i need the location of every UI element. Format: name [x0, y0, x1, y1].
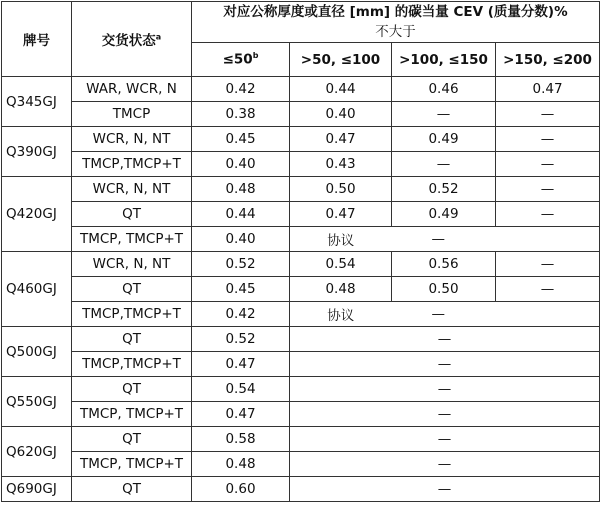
table-row	[2, 327, 600, 352]
grade-cell: Q690GJ	[2, 477, 72, 502]
grade-cell: Q420GJ	[2, 177, 72, 252]
grade-cell: Q345GJ	[2, 77, 72, 127]
delivery-state-cell: QT	[72, 327, 192, 352]
table-row	[2, 302, 600, 327]
cev-value-cell: 0.42	[192, 77, 290, 102]
table-row	[2, 352, 600, 377]
cev-subtitle: 不大于	[375, 24, 416, 40]
delivery-state-cell: TMCP, TMCP+T	[72, 402, 192, 427]
table-row	[2, 202, 600, 227]
dash-cell: —	[290, 352, 600, 377]
cev-value-cell: 0.56	[392, 252, 496, 277]
dash-cell: —	[290, 402, 600, 427]
dash-cell: —	[290, 327, 600, 352]
delivery-state-cell: TMCP,TMCP+T	[72, 352, 192, 377]
cev-value-cell: 0.48	[192, 177, 290, 202]
delivery-state-cell: TMCP,TMCP+T	[72, 302, 192, 327]
table-row	[2, 152, 600, 177]
cev-value-cell: 0.47	[496, 77, 600, 102]
cev-value-cell: 0.42	[192, 302, 290, 327]
negotiation-cell: 协议	[290, 227, 392, 252]
header-thickness-2: >50, ≤100	[290, 43, 392, 77]
dash-cell: —	[290, 477, 600, 502]
delivery-state-cell: QT	[72, 377, 192, 402]
cev-value-cell: 0.47	[290, 127, 392, 152]
cev-value-cell: 0.47	[192, 402, 290, 427]
cev-value-cell: 0.47	[290, 202, 392, 227]
header-thickness-3: >100, ≤150	[392, 43, 496, 77]
header-grade: 牌号	[2, 2, 72, 77]
table-row	[2, 377, 600, 402]
cev-value-cell: —	[496, 102, 600, 127]
delivery-state-cell: WCR, N, NT	[72, 177, 192, 202]
delivery-state-cell: QT	[72, 277, 192, 302]
cev-value-cell: —	[496, 202, 600, 227]
delivery-state-cell: QT	[72, 477, 192, 502]
cev-value-cell: 0.40	[290, 102, 392, 127]
cev-value-cell: —	[392, 152, 496, 177]
delivery-state-cell: WCR, N, NT	[72, 252, 192, 277]
delivery-state-cell: TMCP, TMCP+T	[72, 227, 192, 252]
cev-value-cell: —	[496, 277, 600, 302]
header-delivery-state: 交货状态$^a$	[72, 2, 192, 77]
cev-value-cell: 0.49	[392, 127, 496, 152]
cev-value-cell: 0.52	[192, 252, 290, 277]
cev-table	[1, 1, 600, 502]
delivery-state-cell: QT	[72, 202, 192, 227]
delivery-state-cell: WAR, WCR, N	[72, 77, 192, 102]
cev-value-cell: 0.48	[290, 277, 392, 302]
cev-value-cell: —	[496, 152, 600, 177]
dash-cell: —	[290, 377, 600, 402]
cev-value-cell: 0.54	[290, 252, 392, 277]
cev-value-cell: 0.50	[290, 177, 392, 202]
dash-cell: —	[392, 302, 600, 327]
table-row	[2, 177, 600, 202]
cev-value-cell: 0.44	[192, 202, 290, 227]
table-row	[2, 227, 600, 252]
cev-title: 对应公称厚度或直径 [mm] 的碳当量 CEV (质量分数)%	[223, 4, 568, 20]
cev-value-cell: —	[496, 127, 600, 152]
delivery-state-cell: TMCP,TMCP+T	[72, 152, 192, 177]
table-row	[2, 102, 600, 127]
table-row	[2, 452, 600, 477]
cev-value-cell: 0.45	[192, 277, 290, 302]
cev-value-cell: 0.60	[192, 477, 290, 502]
cev-value-cell: 0.54	[192, 377, 290, 402]
delivery-state-cell: TMCP	[72, 102, 192, 127]
cev-value-cell: 0.46	[392, 77, 496, 102]
cev-value-cell: 0.48	[192, 452, 290, 477]
cev-value-cell: 0.40	[192, 227, 290, 252]
cev-value-cell: 0.45	[192, 127, 290, 152]
negotiation-cell: 协议	[290, 302, 392, 327]
cev-value-cell: 0.43	[290, 152, 392, 177]
cev-value-cell: 0.58	[192, 427, 290, 452]
delivery-state-cell: QT	[72, 427, 192, 452]
delivery-state-cell: TMCP, TMCP+T	[72, 452, 192, 477]
cev-value-cell: 0.52	[392, 177, 496, 202]
delivery-state-cell: WCR, N, NT	[72, 127, 192, 152]
table-row	[2, 402, 600, 427]
header-cev	[192, 2, 600, 43]
table-row	[2, 427, 600, 452]
cev-value-cell: 0.44	[290, 77, 392, 102]
cev-value-cell: 0.40	[192, 152, 290, 177]
cev-value-cell: —	[496, 177, 600, 202]
cev-value-cell: 0.49	[392, 202, 496, 227]
dash-cell: —	[392, 227, 600, 252]
header-thickness-4: >150, ≤200	[496, 43, 600, 77]
cev-value-cell: 0.50	[392, 277, 496, 302]
grade-cell: Q500GJ	[2, 327, 72, 377]
table-row	[2, 477, 600, 502]
cev-value-cell: 0.52	[192, 327, 290, 352]
grade-cell: Q550GJ	[2, 377, 72, 427]
header-thickness-1: $\le 50^b$	[192, 43, 290, 77]
cev-value-cell: 0.38	[192, 102, 290, 127]
cev-value-cell: —	[496, 252, 600, 277]
dash-cell: —	[290, 452, 600, 477]
table-row	[2, 252, 600, 277]
table-row	[2, 77, 600, 102]
dash-cell: —	[290, 427, 600, 452]
grade-cell: Q460GJ	[2, 252, 72, 327]
cev-value-cell: —	[392, 102, 496, 127]
grade-cell: Q390GJ	[2, 127, 72, 177]
table-row	[2, 127, 600, 152]
cev-value-cell: 0.47	[192, 352, 290, 377]
grade-cell: Q620GJ	[2, 427, 72, 477]
table-row	[2, 277, 600, 302]
